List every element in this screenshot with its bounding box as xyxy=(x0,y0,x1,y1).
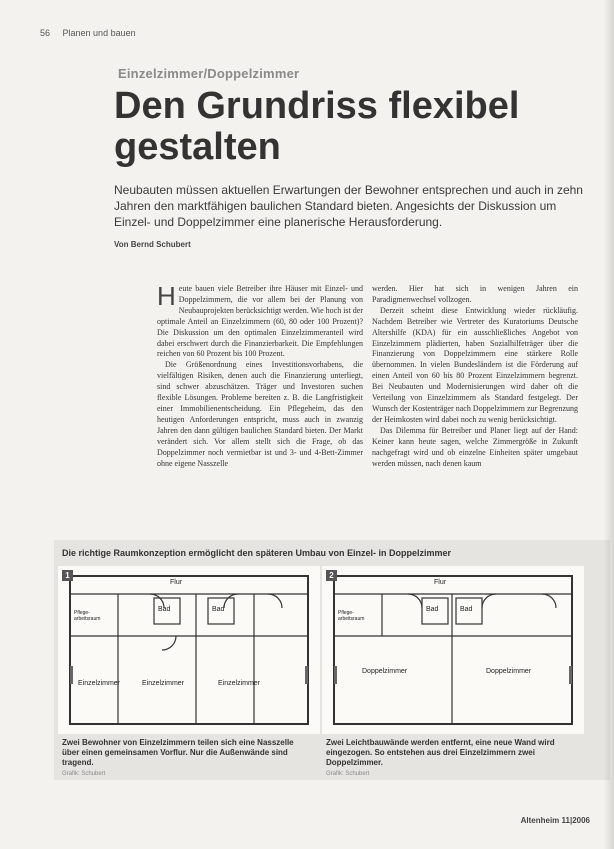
floorplan-figure xyxy=(54,540,610,780)
section-name: Planen und bauen xyxy=(62,28,136,38)
bath-label: Bad xyxy=(426,606,439,613)
floorplan-2 xyxy=(322,566,584,734)
figure-caption-1: Zwei Bewohner von Einzelzimmern teilen sich eine Nasszelle über einen gemeinsamen Vorflur. Nur die Außenwände sind tragend. Grafik: Schubert xyxy=(62,738,312,779)
page-number: 56 xyxy=(40,28,51,38)
article-lead: Neubauten müssen aktuellen Erwartungen der Bewohner entsprechen und auch in zehn Jahren den marktfähigen baulichen Standard bieten. Angesichts der Diskussion um Einzel- und Doppelzimmer eine planerische Herausforderung. xyxy=(114,183,583,229)
page-edge-shadow xyxy=(604,0,614,849)
door-swing xyxy=(224,594,238,608)
stair-label: Pflege-arbeitsraum xyxy=(338,610,365,622)
floorplan-1 xyxy=(58,566,320,734)
body-column-1 xyxy=(157,281,363,469)
article-headline: Den Grundriss flexibel gestalten xyxy=(114,85,520,168)
floorplan-2-drawing xyxy=(322,566,584,734)
floorplan-1-drawing xyxy=(58,566,320,734)
dropcap: H xyxy=(157,281,176,311)
body-paragraph: Die Größenordnung eines Investitionsvorhabens, die vielfältigen Risiken, denen auch die Finanzierung unterliegt, sind schwer abzuschätzen. Träger und Investoren suchen flexible Lösungen. Probleme bereiten z. B. die Langfristigkeit einer Immobilienentscheidung. Ein Pflegeheim, das den heutigen Anforderungen entspricht, muss auch in zwanzig Jahren den dann gültigen baulichen Standard bieten. Der Markt verändert sich. Vor allem stellt sich die Frage, ob das Doppelzimmer noch vermietbar ist und 3- und 4-Bett-Zimmer ohne eigene Nasszelle xyxy=(157,360,363,468)
outer-wall xyxy=(334,576,572,724)
door-swing xyxy=(268,594,282,608)
door-swing xyxy=(408,594,422,608)
article-kicker: Einzelzimmer/Doppelzimmer xyxy=(118,66,300,81)
body-paragraph: werden. Hier hat sich in wenigen Jahren ein Paradigmenwechsel vollzogen. xyxy=(372,284,578,304)
corridor-label: Flur xyxy=(434,579,447,586)
bath-label: Bad xyxy=(212,606,225,613)
page-footer: Altenheim 11|2006 xyxy=(520,816,590,825)
room-label: Doppelzimmer xyxy=(362,668,408,675)
stair-label: Pflege-arbeitsraum xyxy=(74,610,101,622)
body-paragraph: Heute bauen viele Betreiber ihre Häuser mit Einzel- und Doppelzimmern, die vor allem bei der Planung von Neubauprojekten berücksichtigt werden. Wie hoch ist der optimale Anteil an Einzelzimmern (60, 80 oder 100 Prozent)? Die Diskussion um den optimalen Einzelzimmeranteil wird dabei erschwert durch die Finanzierbarkeit. Die Empfehlungen reichen von 60 Prozent bis 100 Prozent. xyxy=(157,281,363,359)
corridor-label: Flur xyxy=(170,579,183,586)
figure-title: Die richtige Raumkonzeption ermöglicht den späteren Umbau von Einzel- in Doppelzimmer xyxy=(62,548,452,558)
door-swing xyxy=(162,636,176,650)
article-byline: Von Bernd Schubert xyxy=(114,240,191,249)
door-swing xyxy=(542,594,556,608)
figure-caption-2: Zwei Leichtbauwände werden entfernt, eine neue Wand wird eingezogen. So entstehen aus drei Einzelzimmern zwei Doppelzimmer. Grafik: Schubert xyxy=(326,738,576,779)
door-swing xyxy=(482,594,496,608)
body-paragraph: Das Dilemma für Betreiber und Planer liegt auf der Hand: Keiner kann heute sagen, welche Zimmergröße in Zukunft nachgefragt wird und ob einzelne Einheiten später umgebaut werden müssen, nach denen kaum xyxy=(372,425,578,468)
room-label: Einzelzimmer xyxy=(218,680,261,687)
figure-credit: Grafik: Schubert xyxy=(326,771,370,777)
body-column-2 xyxy=(372,284,578,469)
running-head xyxy=(40,28,136,38)
plan-number-badge: 2 xyxy=(326,570,337,581)
plan-number-badge: 1 xyxy=(62,570,73,581)
room-label: Einzelzimmer xyxy=(78,680,121,687)
figure-credit: Grafik: Schubert xyxy=(62,771,106,777)
body-paragraph: Derzeit scheint diese Entwicklung wieder rückläufig. Nachdem Betreiber wie Vertreter des Kuratoriums Deutsche Altershilfe (KDA) für ein ausschließliches Angebot von Einzelzimmern plädierten, haben Sozialhilfeträger über die Finanzierung von Doppelzimmern eine stärkere Rolle übernommen. In vielen Bundesländern ist die Förderung auf einen Anteil von 60 bis 80 Prozent Einzelzimmern begrenzt. Bei Neubauten und Modernisierungen wird daher oft die Verteilung von Einzelzimmern als Standard festgelegt. Der Wunsch der Kostenträger nach Doppelzimmern zur Begrenzung der Heimkosten wird dabei noch zu wenig berücksichtigt. xyxy=(372,305,578,424)
room-label: Doppelzimmer xyxy=(486,668,532,675)
bath-label: Bad xyxy=(158,606,171,613)
outer-wall xyxy=(70,576,308,724)
bath-label: Bad xyxy=(460,606,473,613)
room-label: Einzelzimmer xyxy=(142,680,185,687)
